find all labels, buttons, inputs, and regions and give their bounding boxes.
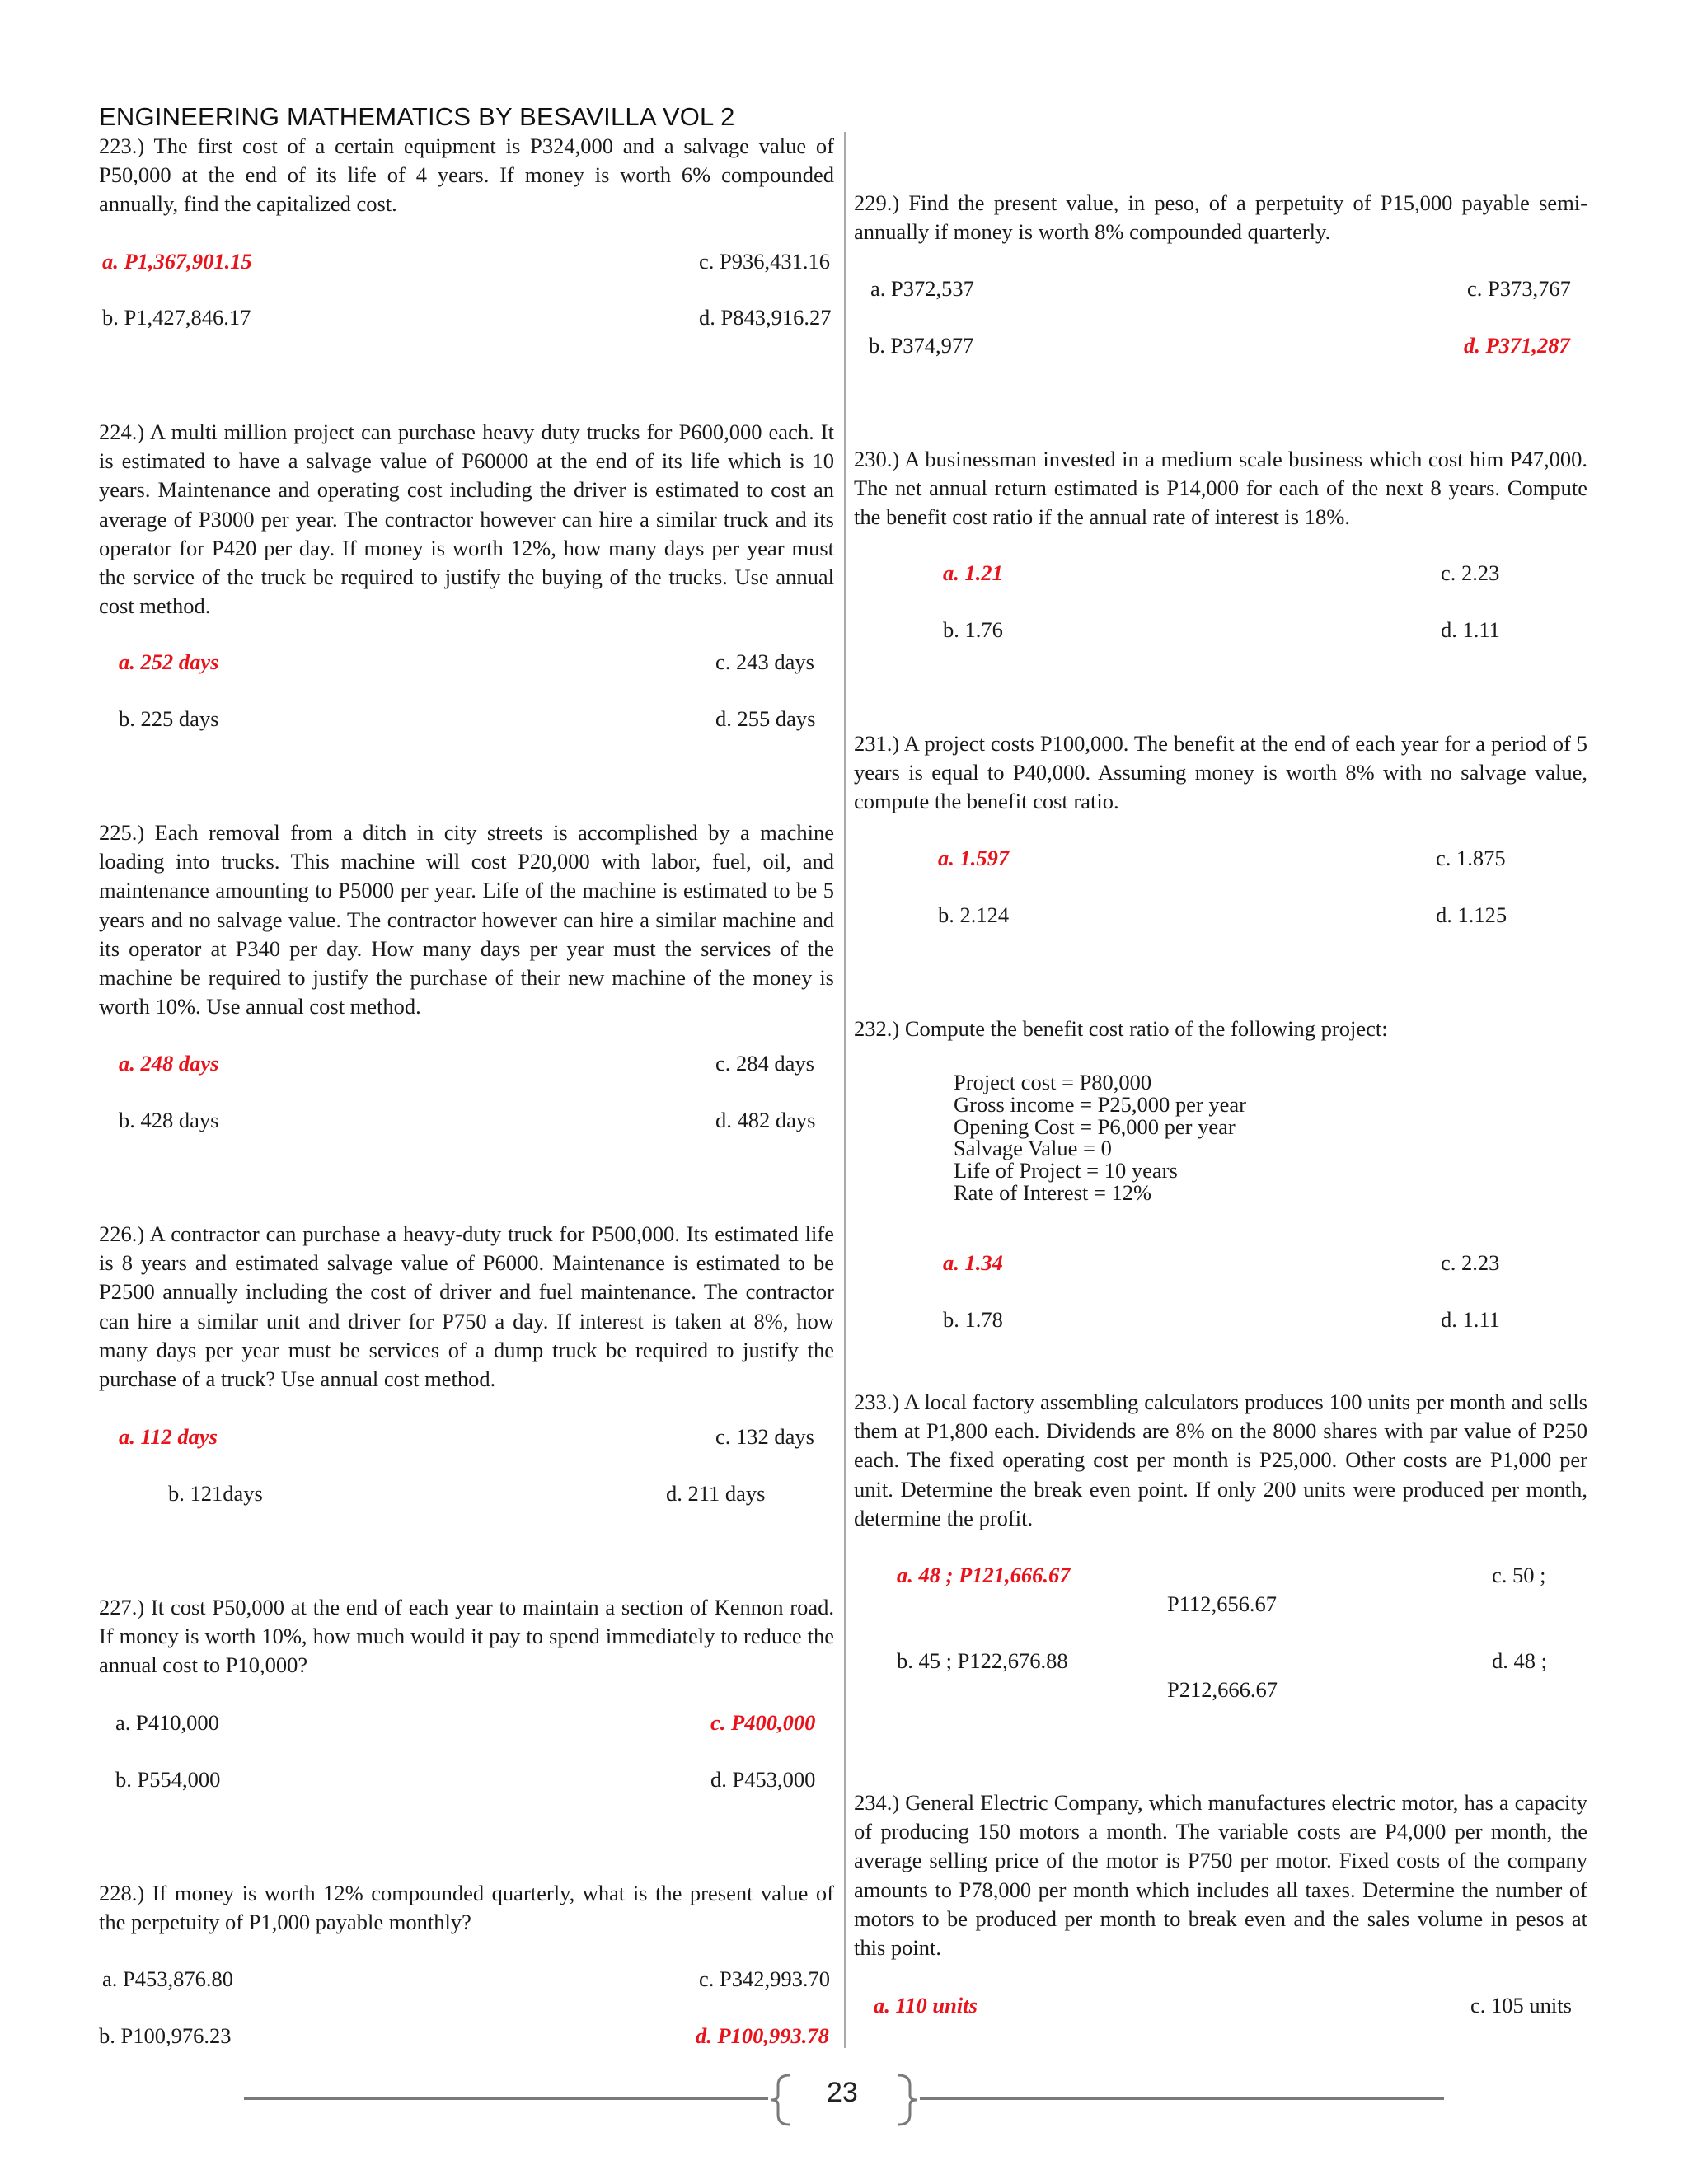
q228-option-a: a. P453,876.80 [102,1966,233,1991]
q223-option-d: d. P843,916.27 [699,305,832,330]
question-229: 229.) Find the present value, in peso, of a perpetuity of P15,000 payable semi-annually if money is worth 8% compounded quarterly. [854,190,1587,245]
q227-option-c: c. P400,000 [710,1710,816,1735]
q233-option-d: d. 48 ; [1492,1648,1547,1673]
q223-option-a: a. P1,367,901.15 [102,249,252,274]
q232-given-item: Project cost = P80,000 [954,1070,1152,1094]
q224-option-b: b. 225 days [119,706,219,731]
q226-option-c: c. 132 days [715,1424,814,1449]
q227-option-b: b. P554,000 [115,1767,221,1792]
q229-option-b: b. P374,977 [869,333,974,358]
left-brace-icon [768,2074,793,2126]
q234-option-c: c. 105 units [1470,1993,1572,2018]
q225-option-a: a. 248 days [119,1051,219,1076]
question-225: 225.) Each removal from a ditch in city streets is accomplished by a machine loading into trucks. This machine will cost P20,000 with labor, fuel, oil, and maintenance amounting to P5000 per year. Life of the machine is estimated to be 5 years and no salvage value. The contractor however can hire a similar machine and its operator at P340 per day. How many days per year must the services of the machine be required to justify the purchase of their new machine of the money is worth 10%. Use annual cost method. [99,820,834,1019]
question-233: 233.) A local factory assembling calculators produces 100 units per month and sells them at P1,800 each. Dividends are 8% on the 8000 shares with par value of P250 each. The fixed operating cost per month is P25,000. Other costs are P1,000 per unit. Determine the break even point. If only 200 units were produced per month, determine the profit. [854,1390,1587,1530]
q230-option-b: b. 1.76 [943,617,1003,642]
q232-option-c: c. 2.23 [1441,1250,1500,1275]
q233-option-a: a. 48 ; P121,666.67 [897,1563,1071,1587]
q232-option-d: d. 1.11 [1441,1307,1500,1332]
q233-option-d-value: P212,666.67 [1167,1677,1278,1702]
q232-given-item: Gross income = P25,000 per year [954,1091,1246,1117]
q234-option-a: a. 110 units [874,1993,978,2018]
q224-option-a: a. 252 days [119,649,219,674]
question-227: 227.) It cost P50,000 at the end of each year to maintain a section of Kennon road. If money is worth 10%, how much would it pay to spend immediately to reduce the annual cost to P10,000? [99,1595,834,1678]
q232-given-item: Rate of Interest = 12% [954,1179,1152,1205]
q233-option-c-value: P112,656.67 [1167,1591,1278,1616]
footer-rule-left [244,2097,768,2100]
question-231: 231.) A project costs P100,000. The benefit at the end of each year for a period of 5 years is equal to P40,000. Assuming money is worth 8% with no salvage value, compute the benefit cost ratio. [854,731,1587,814]
q226-option-a: a. 112 days [119,1424,218,1449]
q230-option-d: d. 1.11 [1441,617,1500,642]
q229-option-a: a. P372,537 [870,276,974,301]
q227-option-d: d. P453,000 [710,1767,816,1792]
question-226: 226.) A contractor can purchase a heavy-duty truck for P500,000. Its estimated life is 8 years and estimated salvage value of P6000. Maintenance is estimated to be P2500 annually including the cost of driver and fuel maintenance. The contractor can hire a similar unit and driver for P750 a day. If interest is taken at 8%, how many days per year must be services of a dump truck be required to justify the purchase of a truck? Use annual cost method. [99,1221,834,1392]
q226-option-b: b. 121days [168,1481,263,1506]
document-header: ENGINEERING MATHEMATICS BY BESAVILLA VOL 2 [99,102,735,131]
q231-option-c: c. 1.875 [1436,846,1506,870]
q231-option-b: b. 2.124 [938,902,1010,927]
q223-option-b: b. P1,427,846.17 [102,305,251,330]
q223-option-c: c. P936,431.16 [699,249,830,274]
q228-option-d: d. P100,993.78 [696,2023,829,2048]
question-223: 223.) The first cost of a certain equipment is P324,000 and a salvage value of P50,000 at the end of its life of 4 years. If money is worth 6% compounded annually, find the capitalized cost. [99,134,834,217]
question-224: 224.) A multi million project can purchase heavy duty trucks for P600,000 each. It is estimated to have a salvage value of P60000 at the end of its life which is 10 years. Maintenance and operating cost including the driver is estimated to cost an average of P3000 per year. The contractor however can hire a similar truck and its operator for P420 per day. If money is worth 12%, how many days per year must the service of the truck be required to justify the buying of the trucks. Use annual cost method. [99,419,834,619]
q226-option-d: d. 211 days [666,1481,766,1506]
q228-option-b: b. P100,976.23 [99,2023,232,2048]
q232-option-a: a. 1.34 [943,1250,1003,1275]
q224-option-d: d. 255 days [715,706,816,731]
q232-given-item: Life of Project = 10 years [954,1158,1178,1183]
question-232: 232.) Compute the benefit cost ratio of the following project: [854,1016,1388,1041]
q231-option-a: a. 1.597 [938,846,1010,870]
q225-option-c: c. 284 days [715,1051,814,1076]
q230-option-c: c. 2.23 [1441,560,1500,585]
page-number: 23 [827,2077,858,2108]
column-divider [844,132,846,2048]
q232-given-item: Opening Cost = P6,000 per year [954,1113,1236,1139]
q225-option-b: b. 428 days [119,1108,219,1132]
q231-option-d: d. 1.125 [1436,902,1507,927]
q232-given-list [954,1071,1246,1204]
question-228: 228.) If money is worth 12% compounded quarterly, what is the present value of the perpetuity of P1,000 payable monthly? [99,1881,834,1935]
right-brace-icon [895,2074,920,2126]
q233-option-c: c. 50 ; [1492,1563,1546,1587]
footer-rule-right [920,2097,1444,2100]
q227-option-a: a. P410,000 [115,1710,219,1735]
q225-option-d: d. 482 days [715,1108,816,1132]
q229-option-c: c. P373,767 [1467,276,1571,301]
question-230: 230.) A businessman invested in a medium scale business which cost him P47,000. The net annual return estimated is P14,000 for each of the next 8 years. Compute the benefit cost ratio if the annual rate of interest is 18%. [854,447,1587,530]
question-234: 234.) General Electric Company, which manufactures electric motor, has a capacity of producing 150 motors a month. The variable costs are P4,000 per month, the average selling price of the motor is P750 per motor. Fixed costs of the company amounts to P78,000 per month which includes all taxes. Determine the number of motors to be produced per month to break even and the sales volume in pesos at this point. [854,1790,1587,1961]
q233-option-b: b. 45 ; P122,676.88 [897,1648,1068,1673]
q228-option-c: c. P342,993.70 [699,1966,830,1991]
q230-option-a: a. 1.21 [943,560,1003,585]
q232-option-b: b. 1.78 [943,1307,1003,1332]
q232-given-item: Salvage Value = 0 [954,1136,1112,1161]
q229-option-d: d. P371,287 [1464,333,1570,358]
q224-option-c: c. 243 days [715,649,814,674]
